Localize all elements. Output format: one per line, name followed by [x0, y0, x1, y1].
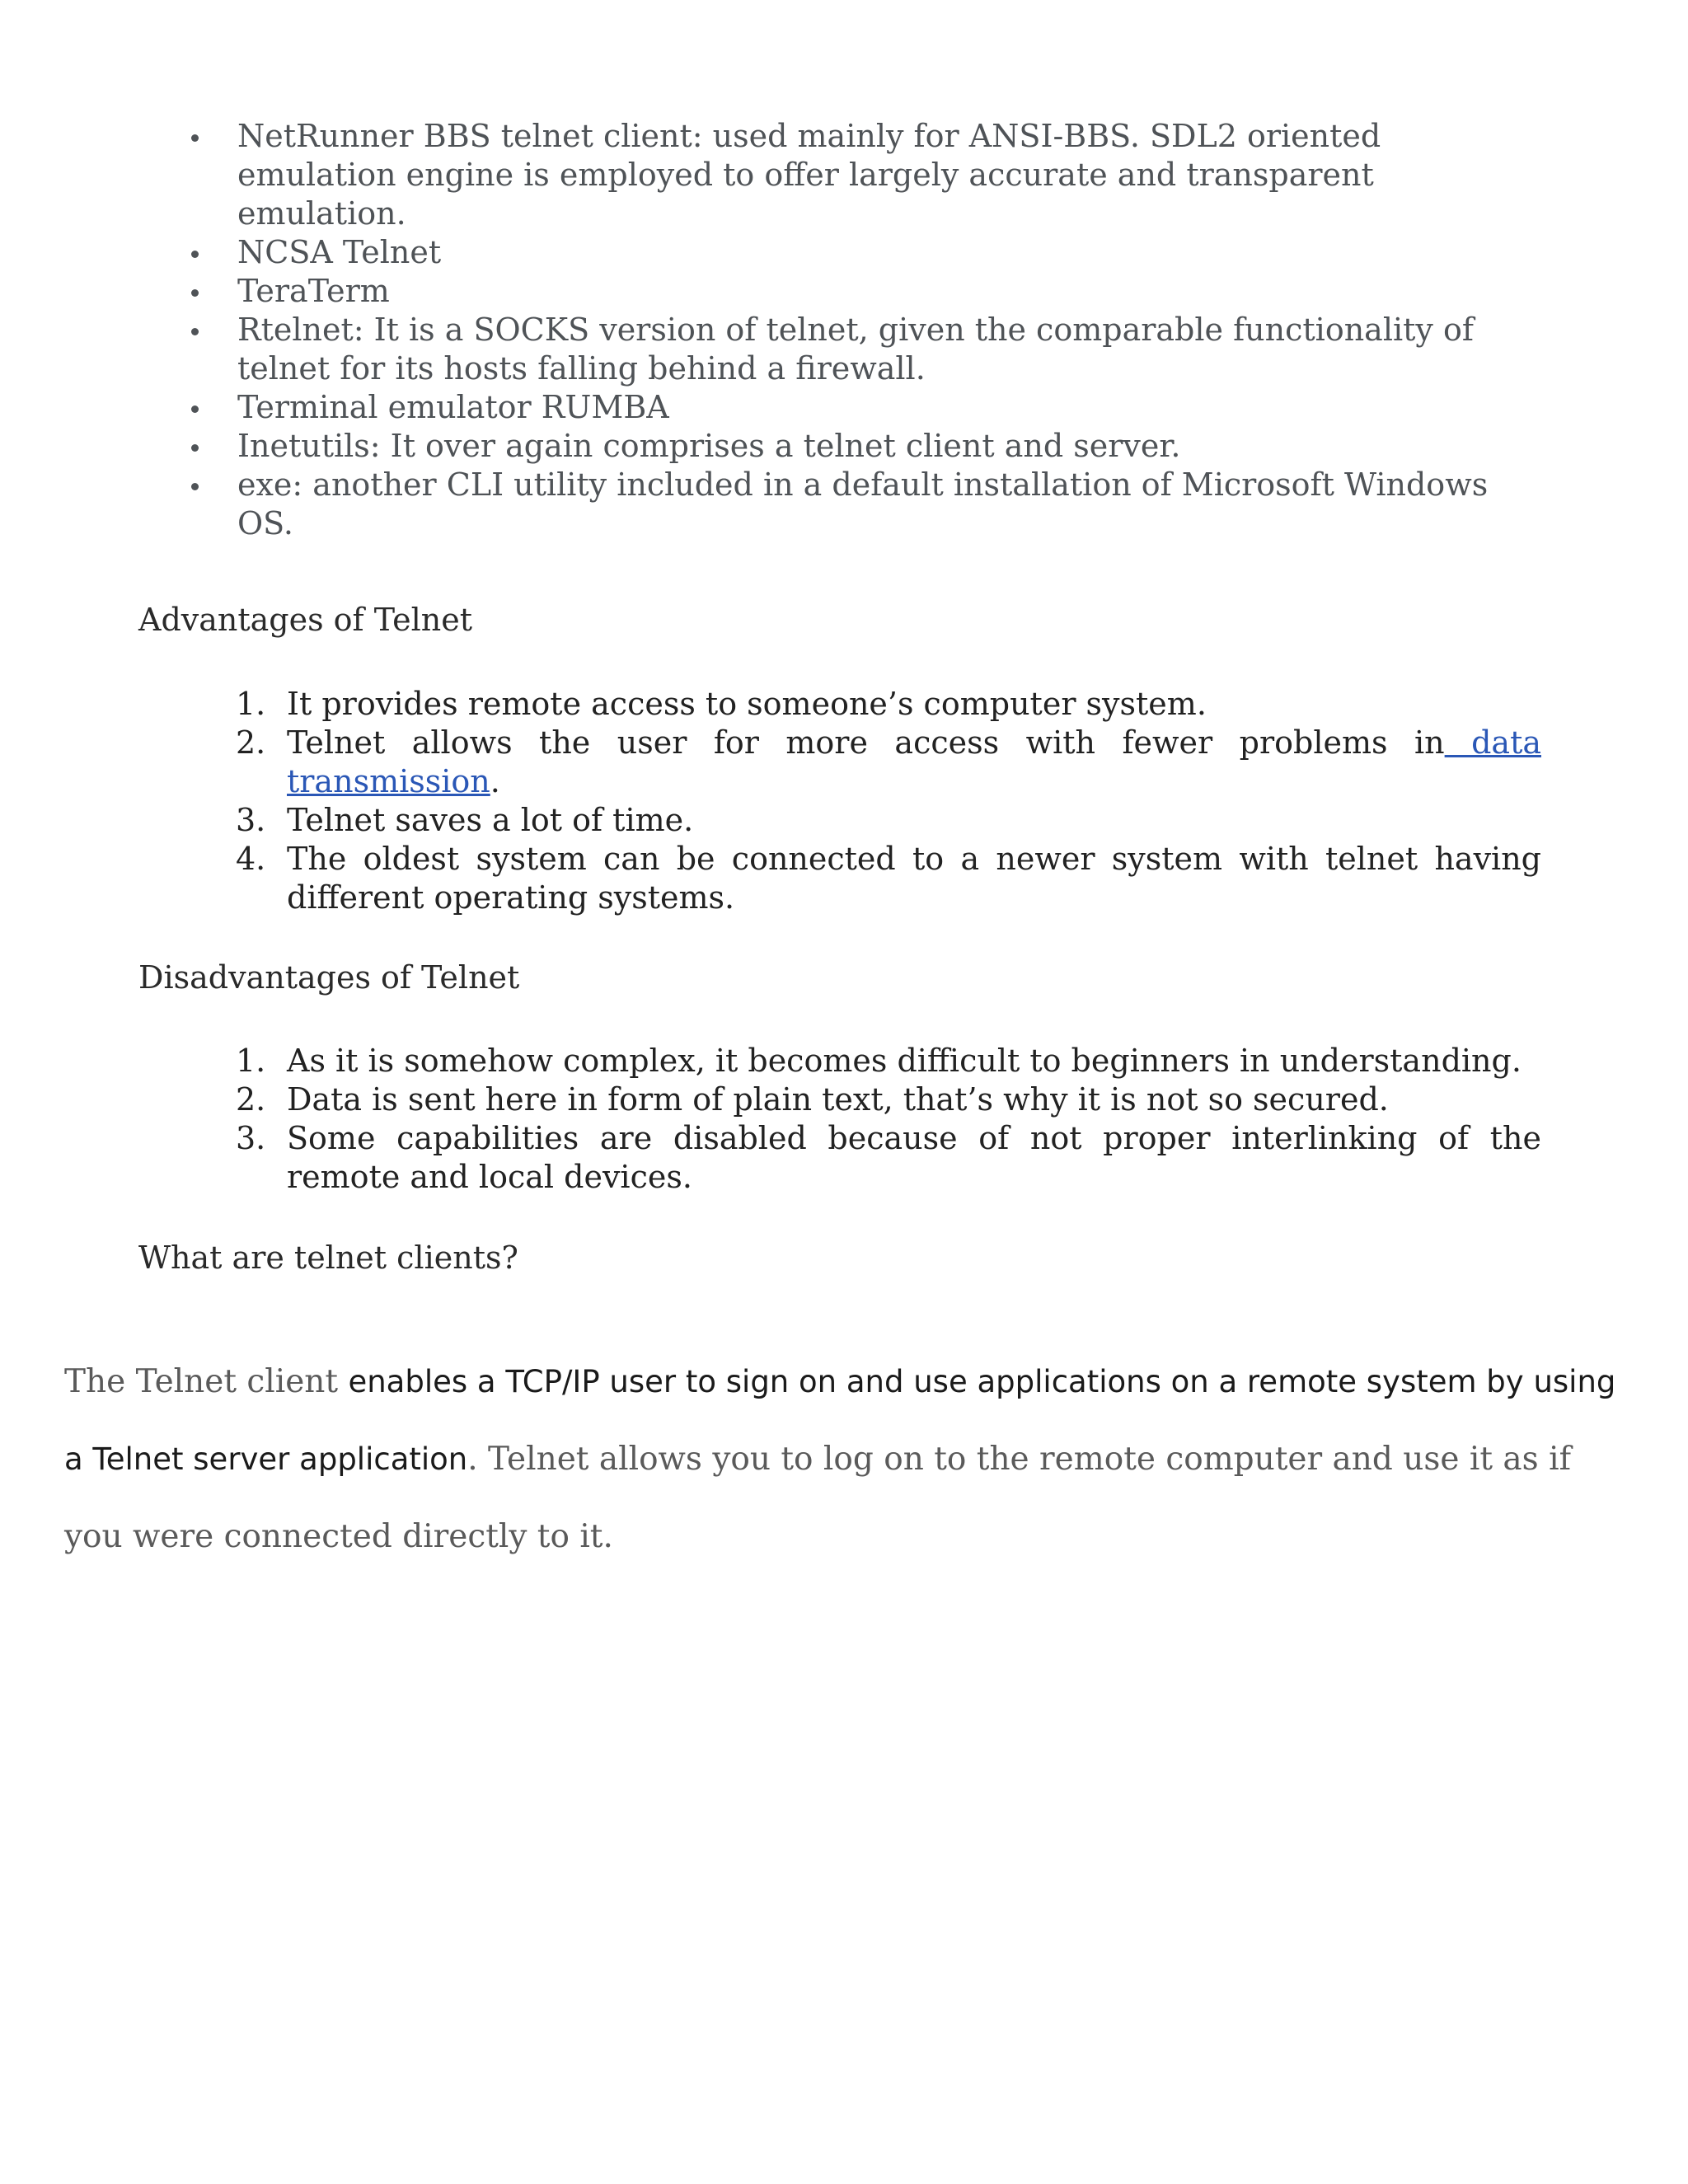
list-item	[236, 724, 1541, 801]
list-item	[236, 1080, 1541, 1119]
disadvantages-heading: Disadvantages of Telnet	[138, 959, 520, 996]
list-item: TeraTerm	[190, 272, 1541, 311]
paragraph-text: . Telnet allows you to log on to the remote computer and use it as if you were connected directly to it.	[64, 1441, 1572, 1555]
list-item	[236, 801, 1541, 840]
list-item: NCSA Telnet	[190, 233, 1541, 272]
item-number: 3.	[236, 802, 266, 838]
telnet-clients-heading: What are telnet clients?	[138, 1240, 518, 1276]
item-number: 1.	[236, 1043, 266, 1079]
item-text: Telnet allows the user for more access with fewer problems in	[287, 724, 1445, 761]
item-text: Data is sent here in form of plain text, that’s why it is not so secured.	[287, 1081, 1389, 1118]
item-text: As it is somehow complex, it becomes difficult to beginners in understanding.	[287, 1043, 1522, 1079]
list-item	[236, 685, 1541, 724]
item-text: Telnet saves a lot of time.	[287, 802, 694, 838]
paragraph-emphasis: enables a TCP/IP user to sign on and use applications on a remote system by using a Telnet server application	[64, 1364, 1616, 1477]
item-number: 2.	[236, 724, 266, 761]
data-transmission-link[interactable]: data transmission	[287, 724, 1541, 799]
item-text: Some capabilities are disabled because of not proper interlinking of the remote and local devices.	[287, 1120, 1541, 1195]
list-item: Inetutils: It over again comprises a telnet client and server.	[190, 427, 1541, 466]
item-text: The oldest system can be connected to a newer system with telnet having different operating systems.	[287, 841, 1541, 916]
disadvantages-list	[236, 1042, 1541, 1197]
item-number: 3.	[236, 1120, 266, 1156]
advantages-heading: Advantages of Telnet	[138, 602, 472, 638]
telnet-clients-paragraph	[64, 1343, 1630, 1576]
list-item	[236, 1119, 1541, 1197]
telnet-clients-list	[190, 117, 1541, 543]
item-text-end: .	[490, 763, 500, 799]
item-text: It provides remote access to someone’s computer system.	[287, 686, 1207, 722]
item-number: 4.	[236, 841, 266, 877]
list-item: NetRunner BBS telnet client: used mainly for ANSI-BBS. SDL2 oriented emulation engine is employed to offer largely accurate and transparent emulation.	[190, 117, 1541, 233]
list-item: Terminal emulator RUMBA	[190, 388, 1541, 427]
list-item	[236, 840, 1541, 917]
list-item	[236, 1042, 1541, 1080]
list-item: exe: another CLI utility included in a default installation of Microsoft Windows OS.	[190, 466, 1541, 543]
paragraph-text: The Telnet client	[64, 1363, 349, 1400]
list-item: Rtelnet: It is a SOCKS version of telnet, given the comparable functionality of telnet for its hosts falling behind a firewall.	[190, 311, 1541, 388]
item-number: 2.	[236, 1081, 266, 1118]
item-number: 1.	[236, 686, 266, 722]
advantages-list	[236, 685, 1541, 917]
